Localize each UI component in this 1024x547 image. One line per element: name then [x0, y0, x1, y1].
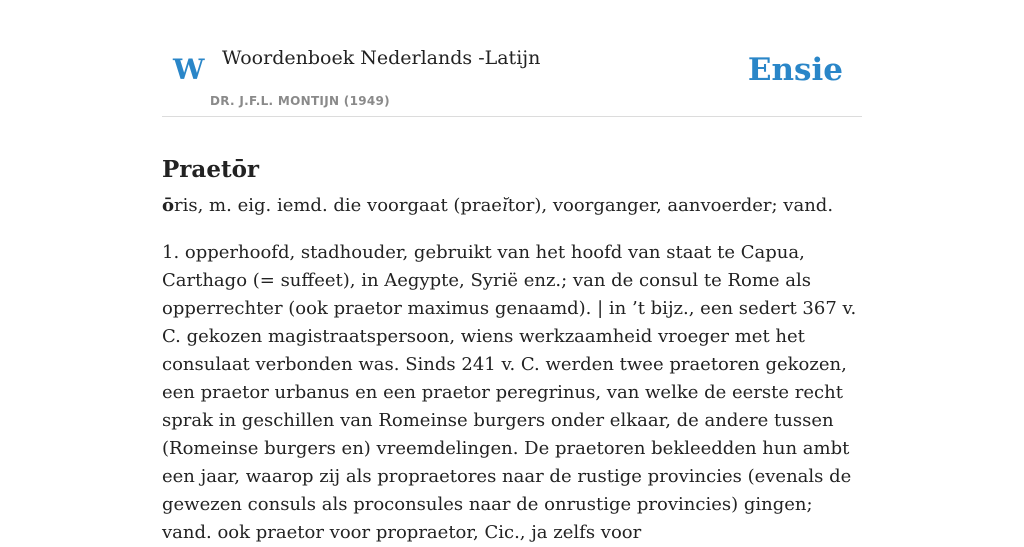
book-logo[interactable]: W: [173, 53, 205, 86]
brand-logo[interactable]: Ensie: [747, 52, 843, 88]
book-title[interactable]: Woordenboek Nederlands -Latijn: [222, 47, 541, 69]
definition-body: 1. opperhoofd, stadhouder, gebruikt van het hoofd van staat te Capua, Carthago (= suffeet), in Aegypte, Syrië enz.; van de consul te Rome als opperrechter (ook praetor maximus genaamd). | in ’t bijz., een sedert 367 v. C. gekozen magistraatspersoon, wiens werkzaamheid vroeger met het consulaat verbonden was. Sinds 241 v. C. werden twee praetoren gekozen, een praetor urbanus en een praetor peregrinus, van welke de eerste recht sprak in geschillen van Romeinse burgers onder elkaar, de andere tussen (Romeinse burgers en) vreemdelingen. De praetoren bekleedden hun ambt een jaar, waarop zij als propraetores naar de rustige provincies (evenals de gewezen consuls als proconsules naar de onrustige provincies) gingen; vand. ook praetor voor propraetor, Cic., ja zelfs voor: [162, 242, 857, 543]
headword-end: r: [246, 156, 260, 184]
headword-start: Praet: [162, 156, 232, 184]
definition-lead: ō: [162, 195, 175, 216]
book-author: DR. J.F.L. MONTIJN (1949): [210, 94, 390, 108]
definition-text-b: tor), voorganger, aanvoerder; vand.: [507, 195, 834, 216]
headword-accent: ō: [231, 156, 247, 184]
page: [162, 0, 862, 543]
definition-text-a: ris, m. eig. iemd. die voorgaat (prae: [174, 195, 502, 216]
page-title: [162, 155, 259, 185]
definition-accent: ĭ: [501, 195, 508, 216]
definition-intro: [162, 192, 862, 220]
header: [162, 0, 862, 117]
